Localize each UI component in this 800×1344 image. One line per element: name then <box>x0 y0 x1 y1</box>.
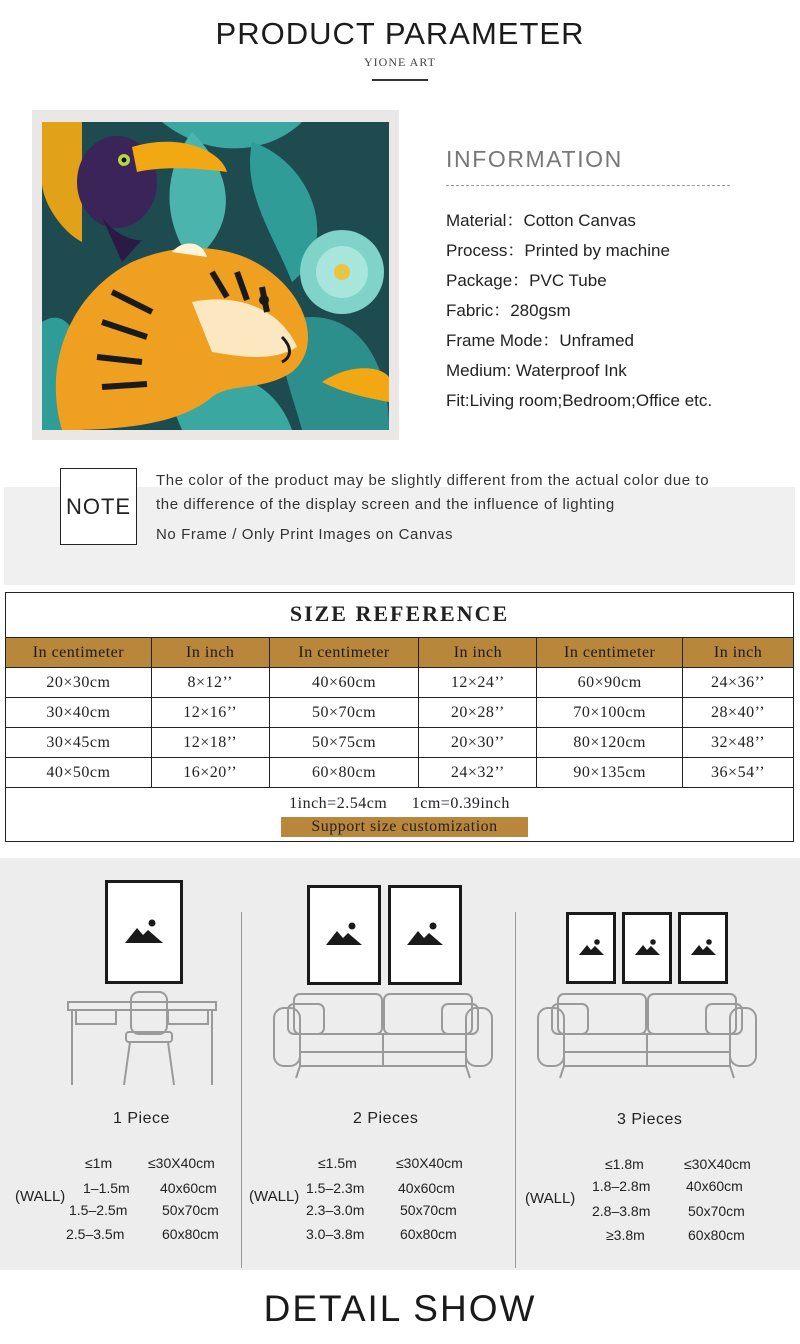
mountain-icon <box>310 888 378 982</box>
print-size: 40x60cm <box>398 1180 455 1196</box>
mountain-icon <box>391 888 459 982</box>
wall-width: 3.0–3.8m <box>306 1226 365 1242</box>
note-label: NOTE <box>60 468 137 545</box>
note-line-2: the difference of the display screen and the influence of lighting <box>156 496 615 513</box>
customization-badge: Support size customization <box>281 817 528 837</box>
left-frame <box>307 885 381 985</box>
mountain-icon <box>569 915 613 981</box>
print-size: 60x80cm <box>400 1226 457 1242</box>
print-size: ≤30X40cm <box>396 1155 463 1171</box>
wall-width: 2.3–3.0m <box>306 1202 365 1218</box>
table-cell: 24×36’’ <box>683 668 794 698</box>
table-cell: 40×50cm <box>6 758 152 788</box>
tiger-toucan-illustration <box>42 122 389 430</box>
table-cell: 8×12’’ <box>151 668 269 698</box>
wall-tag: (WALL) <box>525 1190 576 1207</box>
wall-width: ≤1.5m <box>318 1155 357 1171</box>
table-cell: 50×75cm <box>269 728 419 758</box>
header-inch: In inch <box>419 638 537 668</box>
wall-width: 1.5–2.5m <box>69 1202 128 1218</box>
table-cell: 32×48’’ <box>683 728 794 758</box>
frame-1 <box>566 912 616 984</box>
print-size: ≤30X40cm <box>684 1156 751 1172</box>
size-reference-table <box>5 592 794 842</box>
info-fit: Fit:Living room;Bedroom;Office etc. <box>446 391 713 410</box>
header-inch: In inch <box>151 638 269 668</box>
section-divider <box>515 912 516 1268</box>
print-size: 60x80cm <box>688 1227 745 1243</box>
single-frame <box>105 880 183 984</box>
size-header-row <box>6 638 794 668</box>
table-cell: 20×30’’ <box>419 728 537 758</box>
size-reference-title: SIZE REFERENCE <box>289 601 510 626</box>
size-table <box>5 637 794 788</box>
note-line-3: No Frame / Only Print Images on Canvas <box>156 526 454 543</box>
detail-show-heading: DETAIL SHOW <box>263 1288 537 1329</box>
wall-width: ≤1.8m <box>605 1156 644 1172</box>
print-size: 60x80cm <box>162 1226 219 1242</box>
note-line-1: The color of the product may be slightly different from the actual color due to <box>156 472 710 489</box>
print-size: 50x70cm <box>400 1202 457 1218</box>
table-cell: 70×100cm <box>537 698 683 728</box>
product-artwork-image <box>42 122 389 430</box>
page-title: PRODUCT PARAMETER <box>215 16 585 51</box>
table-cell: 12×16’’ <box>151 698 269 728</box>
table-cell: 90×135cm <box>537 758 683 788</box>
conversion-cm: 1cm=0.39inch <box>411 795 510 812</box>
wall-width: 1–1.5m <box>83 1180 130 1196</box>
table-cell: 20×28’’ <box>419 698 537 728</box>
table-cell: 40×60cm <box>269 668 419 698</box>
header-cm: In centimeter <box>537 638 683 668</box>
information-divider <box>446 185 730 186</box>
table-cell: 12×24’’ <box>419 668 537 698</box>
info-frame-mode: Frame Mode：Unframed <box>446 331 635 350</box>
table-cell: 20×30cm <box>6 668 152 698</box>
info-package: Package：PVC Tube <box>446 271 607 290</box>
print-size: 40x60cm <box>160 1180 217 1196</box>
sofa-illustration <box>270 990 496 1082</box>
wall-width: ≥3.8m <box>606 1227 645 1243</box>
desk-chair-illustration <box>62 990 222 1090</box>
information-heading: INFORMATION <box>446 146 623 172</box>
sofa-illustration <box>534 990 760 1082</box>
mountain-icon <box>681 915 725 981</box>
print-size: ≤30X40cm <box>148 1155 215 1171</box>
wall-width: 2.5–3.5m <box>66 1226 125 1242</box>
table-row <box>6 728 794 758</box>
title-underline <box>372 79 428 81</box>
table-cell: 28×40’’ <box>683 698 794 728</box>
info-fabric: Fabric：280gsm <box>446 301 571 320</box>
info-medium: Medium: Waterproof Ink <box>446 361 627 380</box>
table-cell: 30×45cm <box>6 728 152 758</box>
table-cell: 24×32’’ <box>419 758 537 788</box>
wall-tag: (WALL) <box>15 1188 66 1205</box>
table-cell: 36×54’’ <box>683 758 794 788</box>
frame-3 <box>678 912 728 984</box>
print-size: 40x60cm <box>686 1178 743 1194</box>
group-label-2-pieces: 2 Pieces <box>353 1110 419 1127</box>
wall-width: 1.8–2.8m <box>592 1178 651 1194</box>
conversion-inch: 1inch=2.54cm <box>289 795 388 812</box>
brand-subtitle: YIONE ART <box>364 55 436 69</box>
section-divider <box>241 912 242 1268</box>
table-row <box>6 668 794 698</box>
header-cm: In centimeter <box>6 638 152 668</box>
table-row <box>6 698 794 728</box>
wall-width: 1.5–2.3m <box>306 1180 365 1196</box>
wall-tag: (WALL) <box>249 1188 300 1205</box>
wall-width: ≤1m <box>85 1155 113 1171</box>
frame-2 <box>622 912 672 984</box>
print-size: 50x70cm <box>162 1202 219 1218</box>
group-label-3-pieces: 3 Pieces <box>617 1111 683 1128</box>
table-row <box>6 758 794 788</box>
info-process: Process：Printed by machine <box>446 241 670 260</box>
header-inch: In inch <box>683 638 794 668</box>
mountain-icon <box>625 915 669 981</box>
table-cell: 30×40cm <box>6 698 152 728</box>
group-label-1-piece: 1 Piece <box>113 1110 170 1127</box>
wall-width: 2.8–3.8m <box>592 1203 651 1219</box>
table-cell: 80×120cm <box>537 728 683 758</box>
mountain-icon <box>108 883 180 981</box>
print-size: 50x70cm <box>688 1203 745 1219</box>
table-cell: 12×18’’ <box>151 728 269 758</box>
table-cell: 50×70cm <box>269 698 419 728</box>
unit-conversion <box>6 795 793 813</box>
info-material: Material：Cotton Canvas <box>446 211 636 230</box>
note-text <box>156 469 786 547</box>
header-cm: In centimeter <box>269 638 419 668</box>
information-list <box>446 206 712 416</box>
table-cell: 16×20’’ <box>151 758 269 788</box>
right-frame <box>388 885 462 985</box>
table-cell: 60×90cm <box>537 668 683 698</box>
table-cell: 60×80cm <box>269 758 419 788</box>
